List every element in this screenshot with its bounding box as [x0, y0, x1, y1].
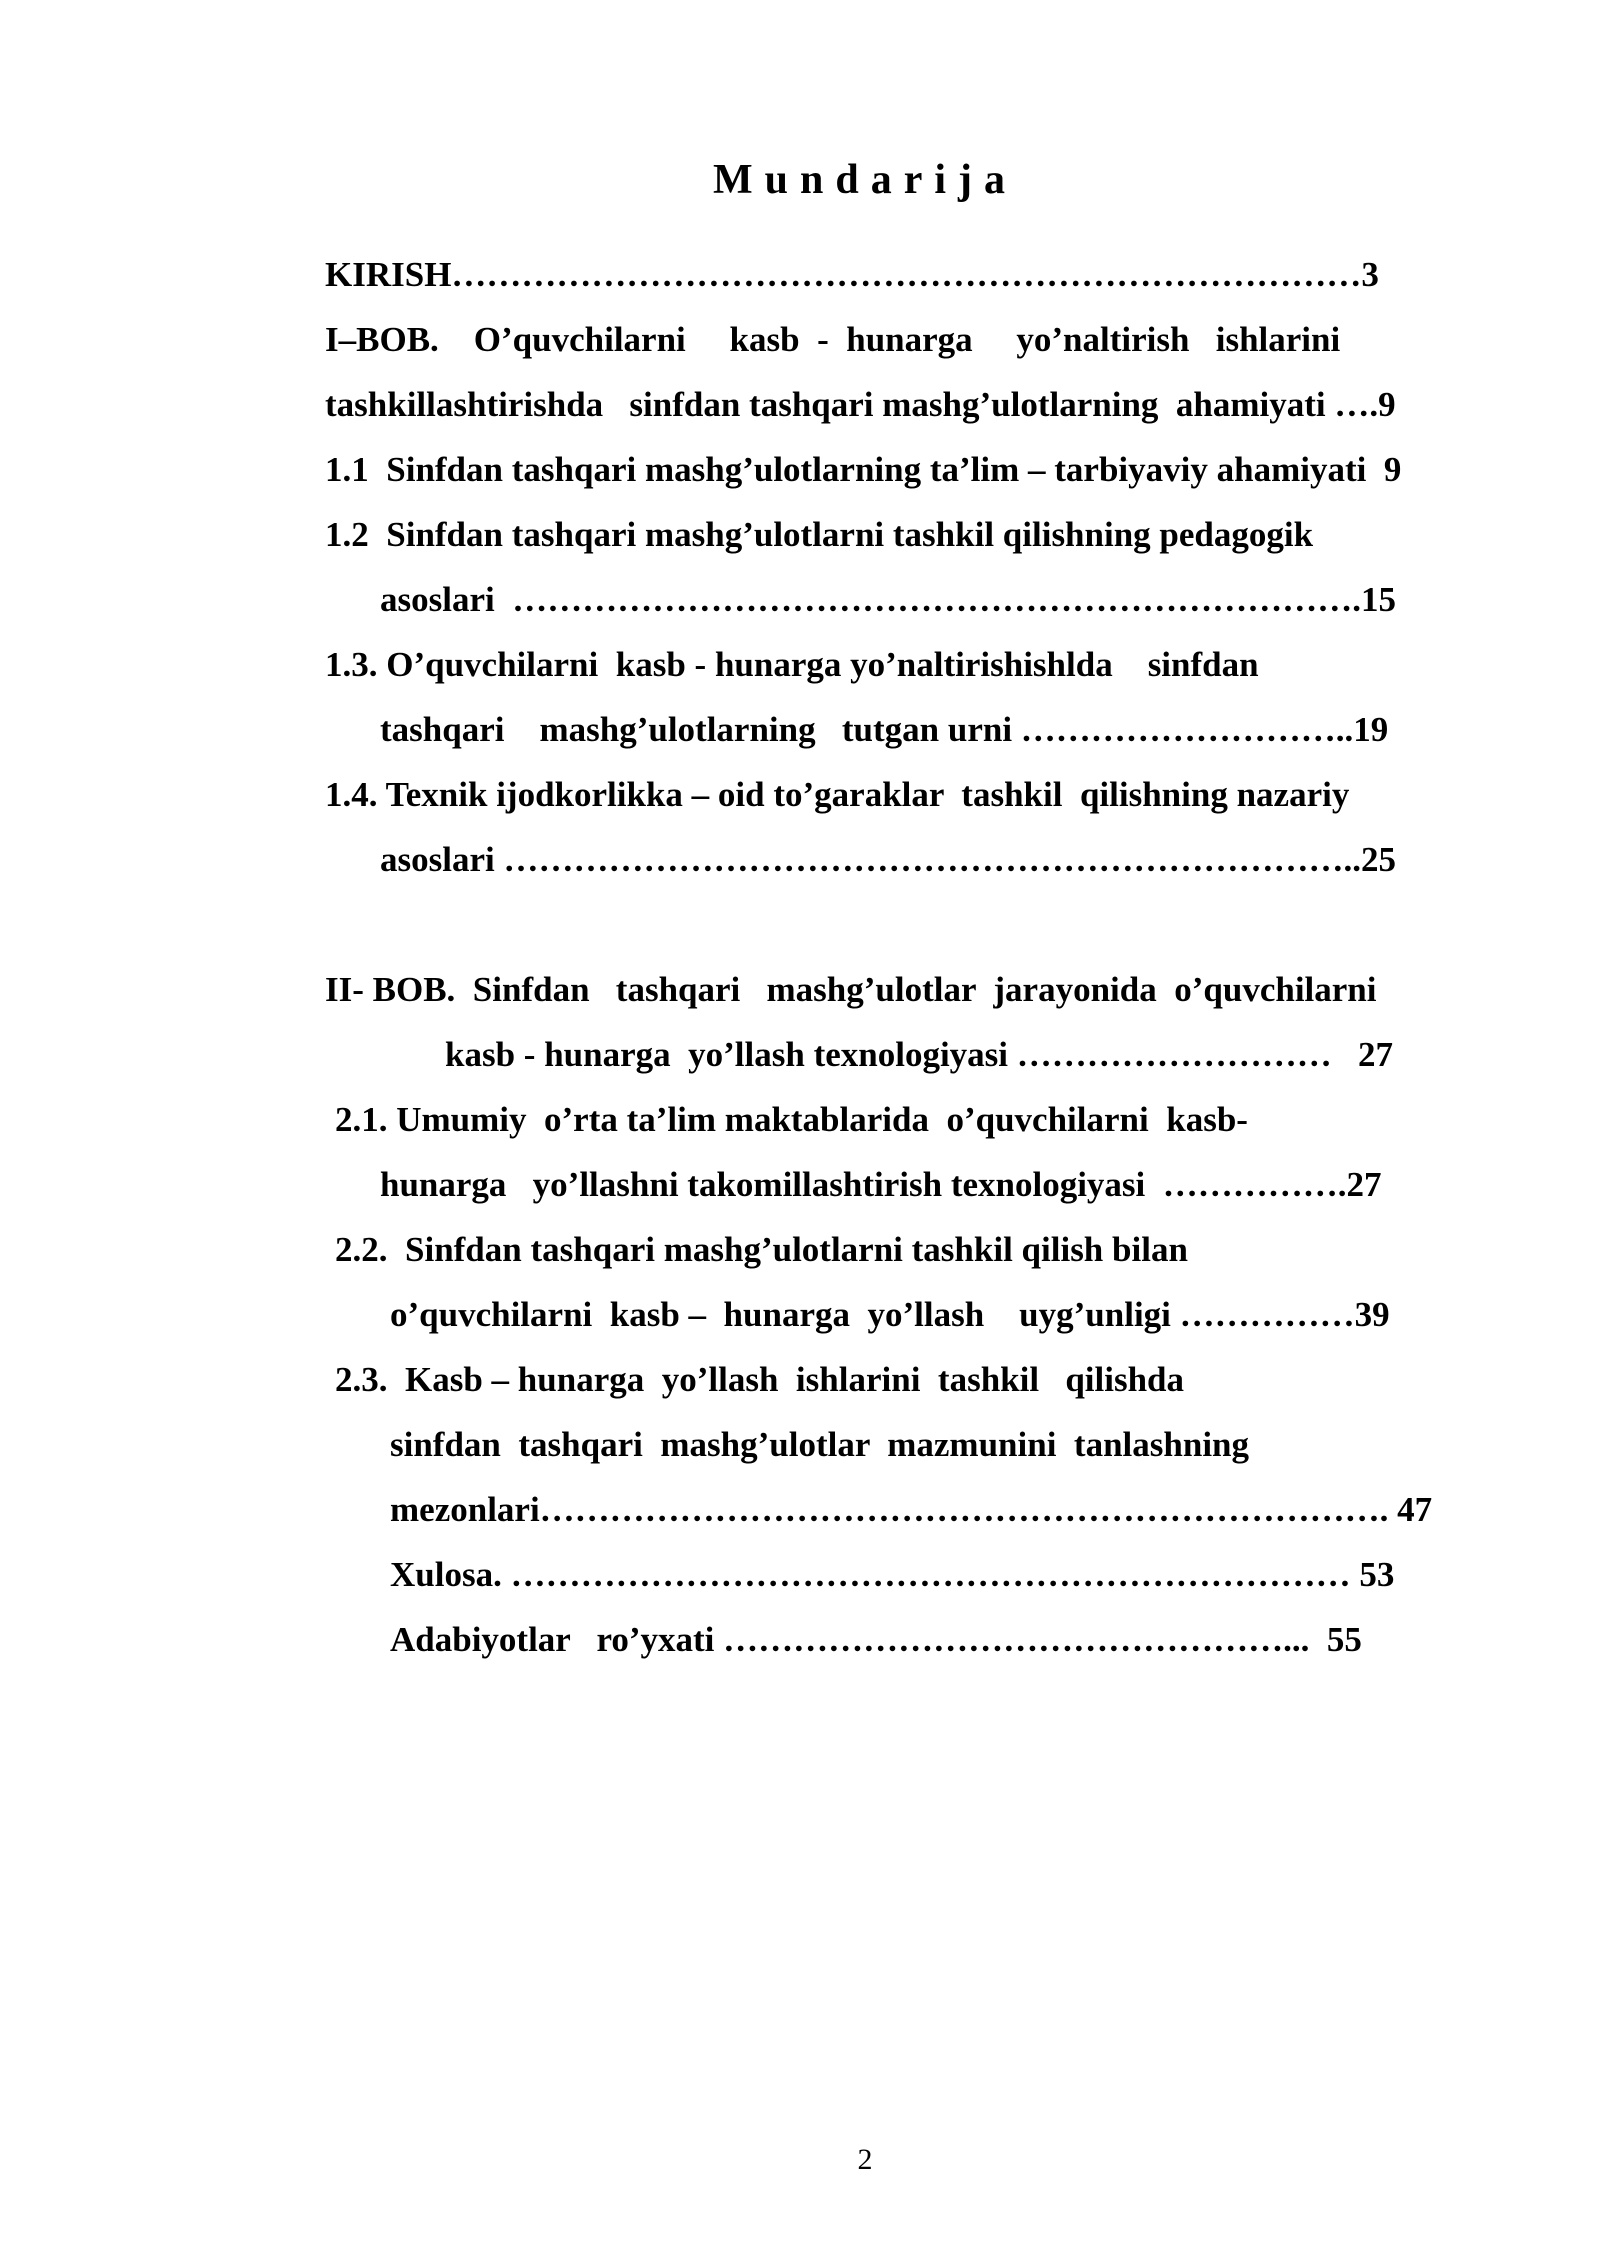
toc-line-kirish: KIRISH……………………………………………………………………3 [325, 255, 1379, 294]
toc-line-chapter-2: II- BOB. Sinfdan tashqari mashg’ulotlar jarayonida o’quvchilarni [325, 970, 1377, 1009]
toc-line-2-2-cont: o’quvchilarni kasb – hunarga yo’llash uyg’unligi ……………39 [390, 1295, 1390, 1334]
toc-line-2-3-cont: sinfdan tashqari mashg’ulotlar mazmunini tanlashning [390, 1425, 1250, 1464]
page-number: 2 [857, 2143, 873, 2176]
toc-line-1-3: 1.3. O’quvchilarni kasb - hunarga yo’naltirishishlda sinfdan [325, 645, 1259, 684]
toc-line-chapter-1-cont: tashkillashtirishda sinfdan tashqari mashg’ulotlarning ahamiyati ….9 [325, 385, 1396, 424]
toc-line-chapter-1: I–BOB. O’quvchilarni kasb - hunarga yo’naltirish ishlarini [325, 320, 1341, 359]
toc-line-1-2: 1.2 Sinfdan tashqari mashg’ulotlarni tashkil qilishning pedagogik [325, 515, 1314, 554]
toc-line-1-1: 1.1 Sinfdan tashqari mashg’ulotlarning ta’lim – tarbiyaviy ahamiyati 9 [325, 450, 1402, 489]
toc-title: Mundarija [712, 157, 1017, 203]
toc-line-1-2-cont: asoslari ……………………………………………………………….15 [380, 580, 1396, 619]
toc-line-1-4: 1.4. Texnik ijodkorlikka – oid to’garaklar tashkil qilishning nazariy [325, 775, 1350, 814]
toc-line-chapter-2-cont: kasb - hunarga yo’llash texnologiyasi ……………………… 27 [445, 1035, 1394, 1074]
toc-line-1-4-cont: asoslari ………………………………………………………………..25 [380, 840, 1396, 879]
toc-line-2-1: 2.1. Umumiy o’rta ta’lim maktablarida o’quvchilarni kasb- [335, 1100, 1248, 1139]
toc-line-xulosa: Xulosa. ……………………………………………………………… 53 [390, 1555, 1395, 1594]
toc-line-1-3-cont: tashqari mashg’ulotlarning tutgan urni ………………………..19 [380, 710, 1389, 749]
toc-line-2-1-cont: hunarga yo’llashni takomillashtirish texnologiyasi …………….27 [380, 1165, 1382, 1204]
toc-line-2-2: 2.2. Sinfdan tashqari mashg’ulotlarni tashkil qilish bilan [335, 1230, 1188, 1269]
toc-line-adabiyotlar: Adabiyotlar ro’yxati …………………………………………... 55 [390, 1620, 1362, 1659]
toc-line-2-3-cont-2: mezonlari………………………………………………………………. 47 [390, 1490, 1433, 1529]
toc-line-2-3: 2.3. Kasb – hunarga yo’llash ishlarini tashkil qilishda [335, 1360, 1185, 1399]
